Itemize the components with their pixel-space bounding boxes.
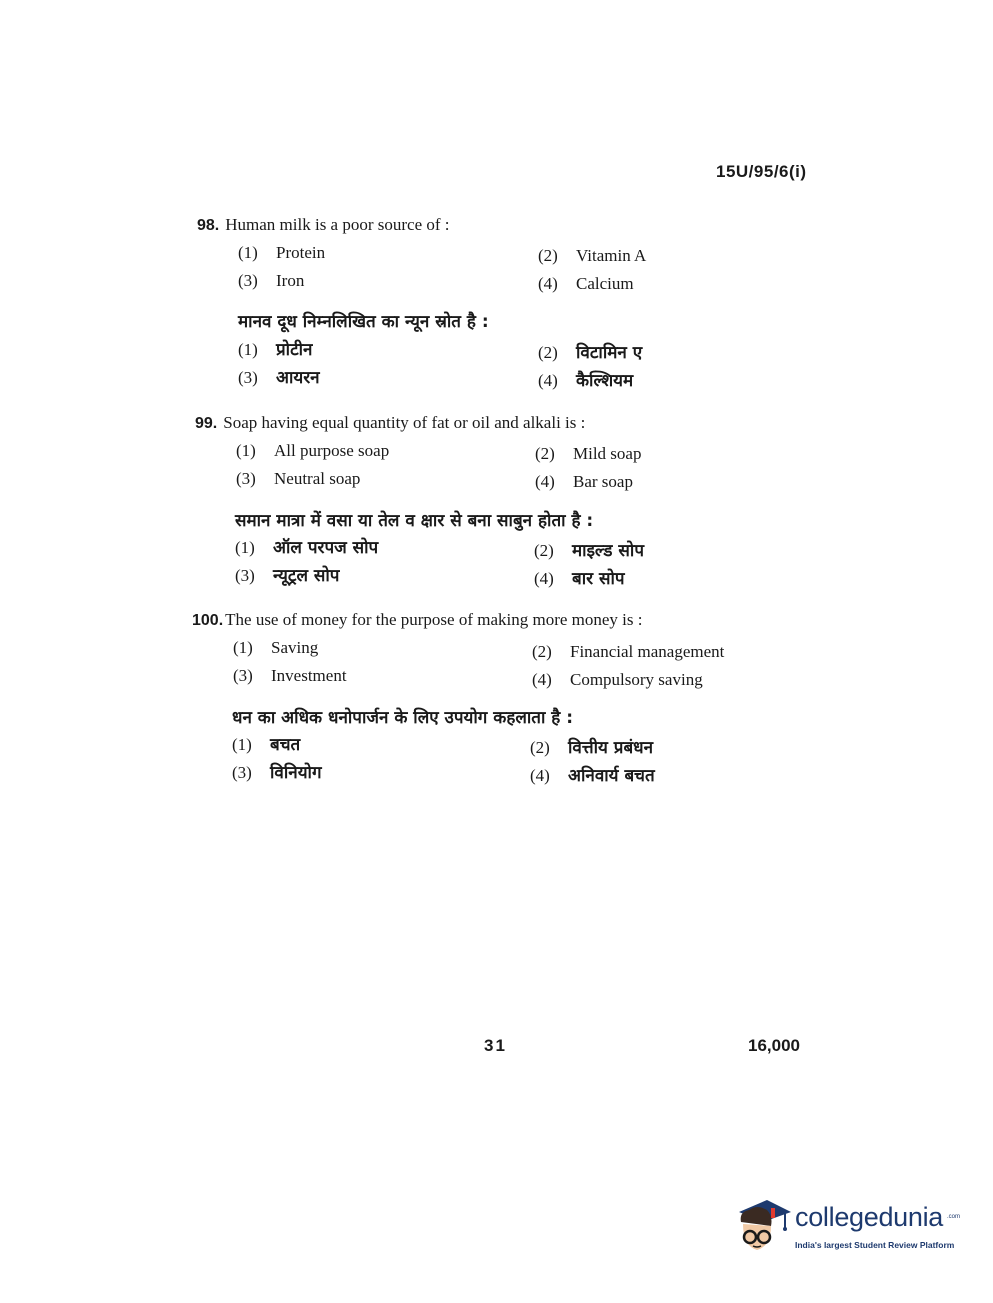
option-text: Vitamin A <box>576 246 647 265</box>
hindi-option-1 <box>232 732 300 755</box>
option-text: आयरन <box>276 368 320 388</box>
option-text: Investment <box>271 666 347 685</box>
brand-name: collegedunia <box>795 1202 944 1232</box>
option-text: Bar soap <box>573 472 633 491</box>
option-number: (1) <box>236 441 256 460</box>
option-number: (3) <box>233 666 253 685</box>
option-text: ऑल परपज सोप <box>273 538 379 558</box>
option-2 <box>538 246 646 266</box>
option-text: विनियोग <box>270 763 322 783</box>
hindi-option-3 <box>235 563 339 586</box>
question-english: Soap having equal quantity of fat or oil and alkali is : <box>223 413 586 432</box>
hindi-option-4 <box>530 763 655 786</box>
option-number: (4) <box>538 274 558 293</box>
brand-tagline: India's largest Student Review Platform <box>795 1240 955 1250</box>
question-hindi: धन का अधिक धनोपार्जन के लिए उपयोग कहलाता है : <box>232 708 574 728</box>
option-3 <box>233 666 347 686</box>
option-text: Calcium <box>576 274 634 293</box>
option-number: (2) <box>538 246 558 265</box>
hindi-option-2 <box>538 340 642 363</box>
question-english: Human milk is a poor source of : <box>225 215 450 234</box>
option-number: (2) <box>538 343 558 362</box>
option-number: (4) <box>535 472 555 491</box>
option-number: (3) <box>238 271 258 290</box>
option-text: Mild soap <box>573 444 642 463</box>
option-number: (1) <box>235 538 255 557</box>
option-text: All purpose soap <box>274 441 390 460</box>
option-number: (4) <box>534 569 554 588</box>
option-text: Iron <box>276 271 305 290</box>
option-number: (1) <box>238 243 258 262</box>
option-number: (2) <box>534 541 554 560</box>
option-text: न्यूट्रल सोप <box>273 566 340 586</box>
brand-suffix: .com <box>947 1214 961 1220</box>
option-number: (2) <box>532 642 552 661</box>
question-hindi: मानव दूध निम्नलिखित का न्यून स्रोत है : <box>238 312 489 332</box>
option-2 <box>535 444 641 464</box>
hindi-option-2 <box>534 538 644 561</box>
option-number: (4) <box>538 371 558 390</box>
question-text <box>195 413 585 433</box>
option-number: (3) <box>236 469 256 488</box>
option-number: (3) <box>232 763 252 782</box>
option-text: प्रोटीन <box>276 340 313 360</box>
option-text: बार सोप <box>572 569 625 589</box>
option-number: (1) <box>238 340 258 359</box>
option-4 <box>535 472 633 492</box>
option-number: (2) <box>535 444 555 463</box>
hindi-option-1 <box>235 535 378 558</box>
question-number: 99. <box>195 415 218 432</box>
mascot-icon <box>733 1198 793 1260</box>
option-1 <box>233 638 318 658</box>
option-text: अनिवार्य बचत <box>568 766 655 786</box>
option-text: Financial management <box>570 642 725 661</box>
option-4 <box>532 670 703 690</box>
option-text: बचत <box>270 735 301 755</box>
option-number: (1) <box>233 638 253 657</box>
option-text: वित्तीय प्रबंधन <box>568 738 654 758</box>
collegedunia-logo <box>733 1198 963 1260</box>
option-number: (3) <box>235 566 255 585</box>
option-text: माइल्ड सोप <box>572 541 644 561</box>
hindi-option-1 <box>238 337 312 360</box>
hindi-option-3 <box>238 365 320 388</box>
paper-code: 15U/95/6(i) <box>716 162 807 181</box>
question-number: 98. <box>197 217 220 234</box>
option-1 <box>238 243 325 263</box>
question-text <box>197 215 450 235</box>
option-text: Compulsory saving <box>570 670 703 689</box>
option-4 <box>538 274 634 294</box>
option-number: (3) <box>238 368 258 387</box>
option-number: (2) <box>530 738 550 757</box>
hindi-option-2 <box>530 735 653 758</box>
question-hindi: समान मात्रा में वसा या तेल व क्षार से बना साबुन होता है : <box>235 511 594 531</box>
page-number: 31 <box>484 1036 507 1055</box>
option-number: (1) <box>232 735 252 754</box>
print-count: 16,000 <box>748 1036 800 1055</box>
option-2 <box>532 642 724 662</box>
question-number: 100. <box>192 612 224 629</box>
option-1 <box>236 441 389 461</box>
option-number: (4) <box>532 670 552 689</box>
hindi-option-4 <box>538 368 633 391</box>
question-english: The use of money for the purpose of making more money is : <box>225 610 643 629</box>
option-number: (4) <box>530 766 550 785</box>
question-text <box>192 610 643 630</box>
option-text: Protein <box>276 243 326 262</box>
option-text: विटामिन ए <box>576 343 643 363</box>
option-text: कैल्शियम <box>576 371 634 391</box>
option-3 <box>238 271 304 291</box>
option-text: Saving <box>271 638 319 657</box>
option-text: Neutral soap <box>274 469 361 488</box>
hindi-option-4 <box>534 566 625 589</box>
option-3 <box>236 469 360 489</box>
hindi-option-3 <box>232 760 322 783</box>
